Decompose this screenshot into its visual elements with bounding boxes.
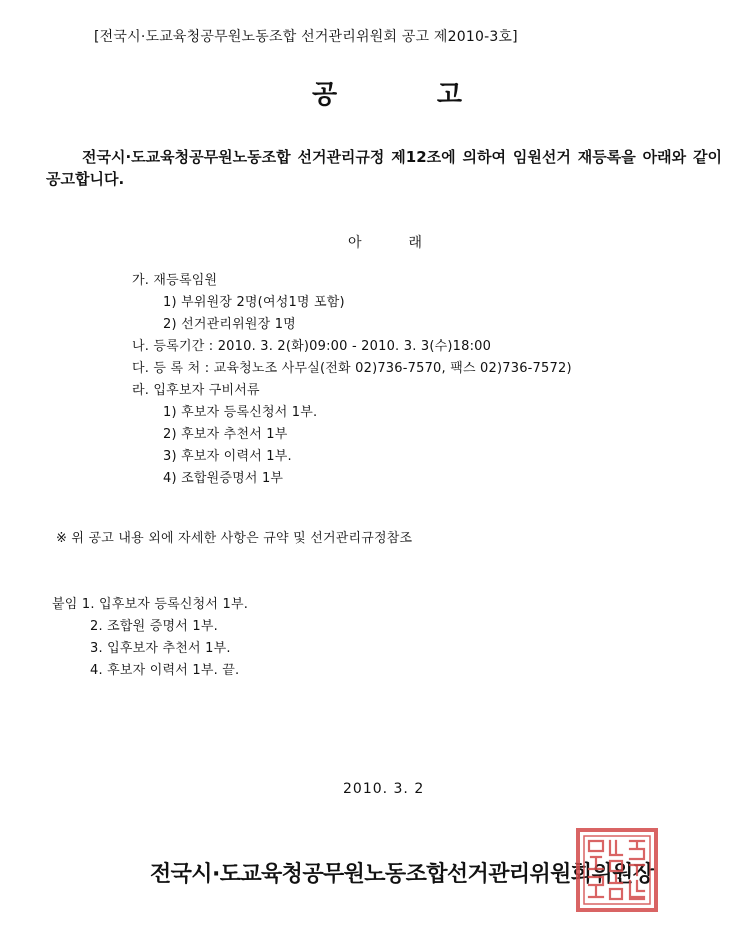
section-heading-char-2: 래 bbox=[408, 235, 422, 251]
item-ra-sub-3: 3) 후보자 이력서 1부. bbox=[163, 449, 292, 464]
seal-glyph-pattern bbox=[589, 841, 644, 899]
notice-title bbox=[312, 78, 462, 112]
attachment-4: 4. 후보자 이력서 1부. 끝. bbox=[90, 663, 240, 678]
item-ra-sub-4: 4) 조합원증명서 1부 bbox=[163, 471, 284, 486]
section-heading-char-1: 아 bbox=[348, 235, 362, 251]
attachment-3: 3. 입후보자 추천서 1부. bbox=[90, 641, 231, 656]
signature-line: 전국시·도교육청공무원노동조합선거관리위원회위원장 bbox=[150, 862, 654, 887]
item-da: 다. 등 록 처 : 교육청노조 사무실(전화 02)736-7570, 팩스 02)736-7572) bbox=[132, 361, 572, 376]
official-seal-stamp bbox=[575, 827, 659, 913]
notice-note: ※ 위 공고 내용 외에 자세한 사항은 규약 및 선거관리규정참조 bbox=[56, 531, 413, 546]
item-ra: 라. 입후보자 구비서류 bbox=[132, 383, 260, 398]
item-ra-sub-2: 2) 후보자 추천서 1부 bbox=[163, 427, 288, 442]
attachment-2: 2. 조합원 증명서 1부. bbox=[90, 619, 218, 634]
item-ra-sub-1: 1) 후보자 등록신청서 1부. bbox=[163, 405, 318, 420]
attachment-1: 붙임 1. 입후보자 등록신청서 1부. bbox=[52, 597, 249, 612]
notice-reference: [전국시·도교육청공무원노동조합 선거관리위원회 공고 제2010-3호] bbox=[94, 29, 518, 45]
section-heading bbox=[348, 234, 422, 252]
item-ga-sub-2: 2) 선거관리위원장 1명 bbox=[163, 317, 296, 332]
title-char-1: 공 bbox=[312, 80, 338, 110]
notice-date: 2010. 3. 2 bbox=[343, 781, 425, 797]
item-ga-sub-1: 1) 부위원장 2명(여성1명 포함) bbox=[163, 295, 345, 310]
item-na: 나. 등록기간 : 2010. 3. 2(화)09:00 - 2010. 3. 3(수)18:00 bbox=[132, 339, 492, 354]
intro-paragraph: 전국시·도교육청공무원노동조합 선거관리규정 제12조에 의하여 임원선거 재등록을 아래와 같이 공고합니다. bbox=[46, 148, 722, 188]
title-char-2: 고 bbox=[436, 80, 462, 110]
item-ga: 가. 재등록임원 bbox=[132, 273, 218, 288]
